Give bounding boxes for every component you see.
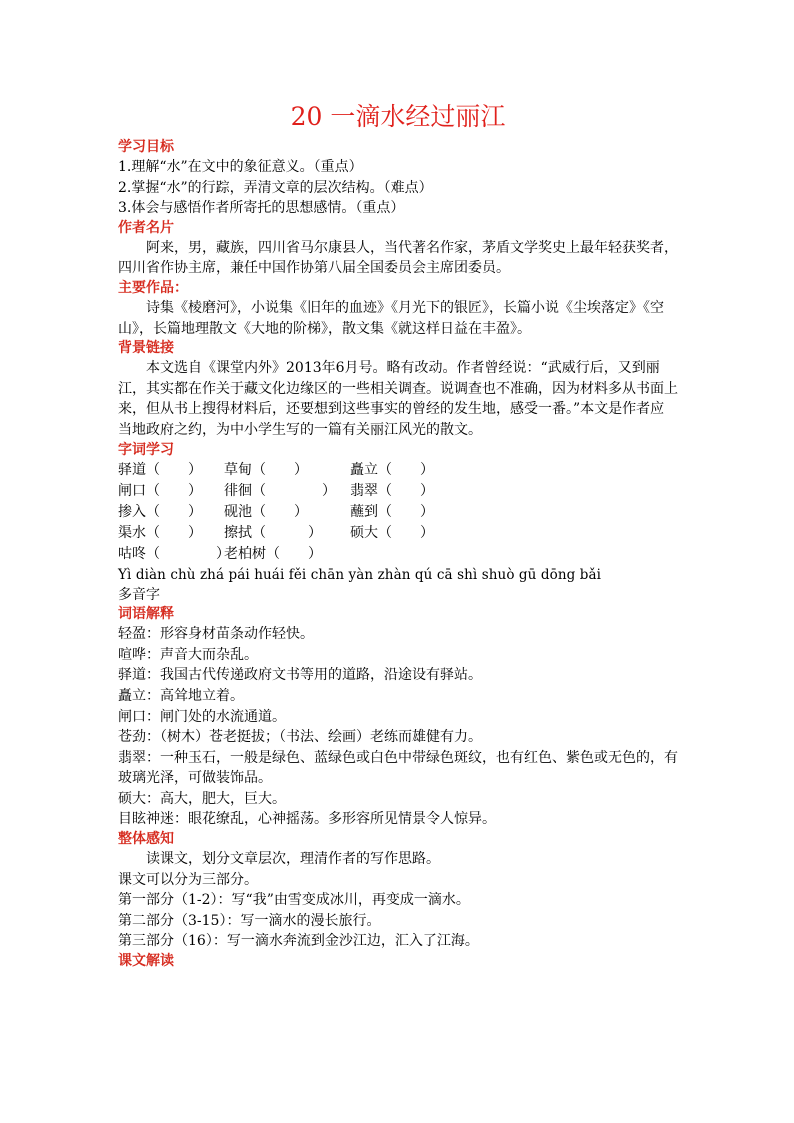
pinyin-answers: Yì diàn chù zhá pái huái fěi chān yàn zhàn qú cā shì shuò gū dōng bǎi [118,566,602,583]
word-row [118,502,678,523]
section-heading-works: 主要作品： [118,279,188,296]
word-cell: 翡翠（ ） [350,482,434,499]
overall-line: 第三部分（16）：写一滴水奔流到金沙江边，汇入了江海。 [118,933,479,950]
overall-line: 课文可以分为三部分。 [118,871,258,888]
section-heading-author: 作者名片 [118,219,174,236]
section-heading-glossary: 词语解释 [118,606,174,623]
author-paragraph: 阿来，男，藏族，四川省马尔康县人，当代著名作家，茅盾文学奖史上最年轻获奖者，四川省作协主席，兼任中国作协第八届全国委员会主席团委员。 [118,239,678,277]
word-cell: 掺入（ ） [118,503,202,520]
overall-intro: 读课文，划分文章层次，理清作者的写作思路。 [146,851,440,868]
word-row [118,523,678,544]
page-title: 20 一滴水经过丽江 [290,102,506,131]
goal-item: 1.理解“水”在文中的象征意义。（重点） [118,159,363,175]
goal-item: 2.掌握“水”的行踪，弄清文章的层次结构。（难点） [118,179,433,196]
goal-item: 3.体会与感悟作者所寄托的思想感情。（重点） [118,200,405,217]
glossary-item: 苍劲：（树木）苍老挺拔；（书法、绘画）老练而雄健有力。 [118,729,482,746]
word-cell: 闸口（ ） [118,482,202,499]
word-cell: 渠水（ ） [118,524,202,541]
word-cell: 蘸到（ ） [350,503,434,520]
overall-line: 第一部分（1-2）：写“我”由雪变成冰川，再变成一滴水。 [118,892,470,909]
word-grid [118,460,678,565]
section-heading-overall: 整体感知 [118,831,174,848]
polyphone-label: 多音字 [118,586,160,603]
word-cell: 老柏树（ ） [224,545,322,562]
word-cell: 驿道（ ） [118,461,202,478]
word-cell: 咕咚（ ） [118,545,230,562]
word-row [118,544,678,565]
glossary-item: 目眩神迷：眼花缭乱，心神摇荡。多形容所见情景令人惊异。 [118,811,496,828]
word-cell: 草甸（ ） [224,461,308,478]
glossary-item: 闸口：闸门处的水流通道。 [118,708,286,725]
document-page [118,100,678,971]
glossary-item: 驿道：我国古代传递政府文书等用的道路，沿途设有驿站。 [118,667,482,684]
section-heading-words: 字词学习 [118,441,174,458]
word-cell: 砚池（ ） [224,503,308,520]
section-heading-goals: 学习目标 [118,139,174,155]
word-cell: 擦拭（ ） [224,524,322,541]
glossary-item: 翡翠：一种玉石，一般是绿色、蓝绿色或白色中带绿色斑纹，也有红色、紫色或无色的，有玻璃光泽，可做装饰品。 [118,749,678,787]
word-cell: 硕大（ ） [350,524,434,541]
background-paragraph: 本文选自《课堂内外》2013年6月号。略有改动。作者曾经说：“武威行后，又到丽江，其实都在作关于藏文化边缘区的一些相关调查。说调查也不准确，因为材料多从书面上来，但从书上搜得材料后，还要想到这些事实的曾经的发生地，感受一番。”本文是作者应当地政府之约，为中小学生写的一篇有关丽江风光的散文。 [118,360,678,438]
works-paragraph: 诗集《棱磨河》，小说集《旧年的血迹》《月光下的银匠》，长篇小说《尘埃落定》《空山》，长篇地理散文《大地的阶梯》，散文集《就这样日益在丰盈》。 [118,299,664,337]
word-row [118,481,678,502]
word-cell: 矗立（ ） [350,461,434,478]
glossary-item: 矗立：高耸地立着。 [118,687,244,704]
word-cell: 徘徊（ ） [224,482,336,499]
word-row [118,460,678,481]
glossary-item: 硕大：高大，肥大，巨大。 [118,790,286,807]
section-heading-reading: 课文解读 [118,953,174,970]
glossary-item: 轻盈：形容身材苗条动作轻快。 [118,626,314,643]
section-heading-background: 背景链接 [118,340,174,357]
overall-line: 第二部分（3-15）：写一滴水的漫长旅行。 [118,912,381,929]
glossary-item: 喧哗：声音大而杂乱。 [118,646,258,663]
